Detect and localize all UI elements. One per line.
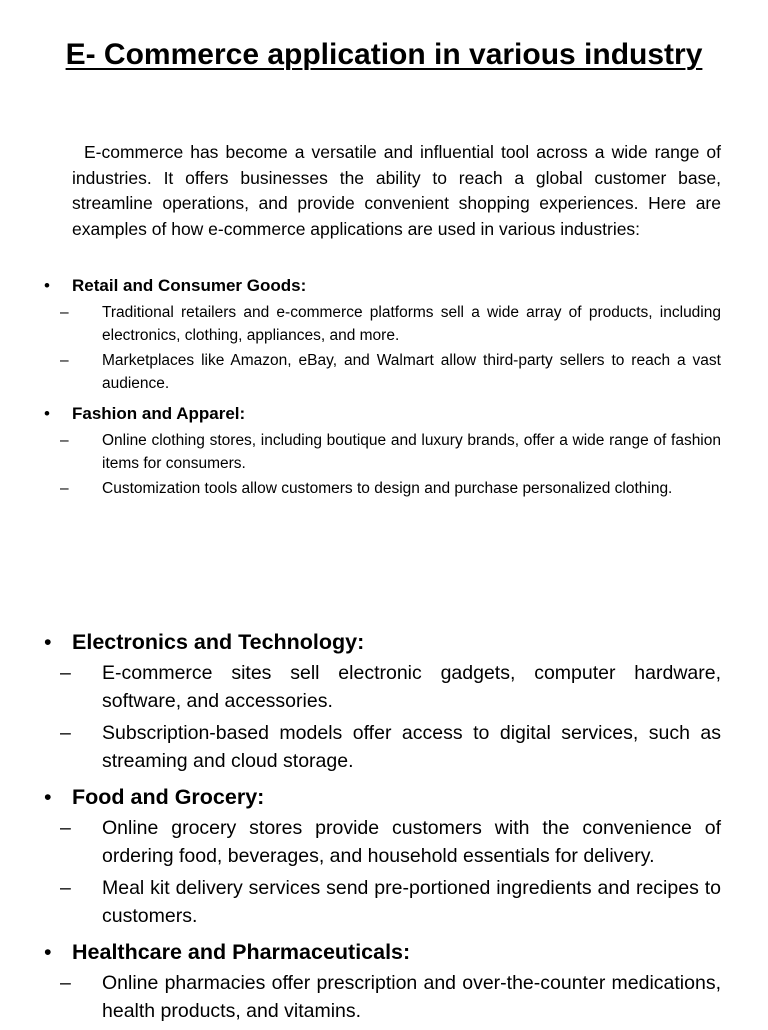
dash-icon: – (60, 432, 69, 449)
list-item-text: Online grocery stores provide customers with the convenience of ordering food, beverages, and household essentials for delivery. (102, 817, 721, 867)
bullet-icon: • (44, 630, 52, 654)
list-item (0, 350, 721, 395)
dash-icon: – (60, 722, 71, 744)
list-item-text: Customization tools allow customers to design and purchase personalized clothing. (102, 480, 673, 497)
list-item (0, 660, 721, 715)
bullet-icon: • (44, 940, 52, 964)
section-list-small (0, 275, 768, 504)
category-heading-electronics (0, 627, 768, 657)
category-heading-food (0, 782, 768, 812)
list-item (0, 875, 721, 930)
list-item (0, 478, 721, 501)
list-item-text: Online pharmacies offer prescription and over-the-counter medications, health products, and vitamins. (102, 972, 721, 1022)
bullet-icon: • (44, 785, 52, 809)
dash-icon: – (60, 662, 71, 684)
section-list-large (0, 627, 768, 1030)
dash-icon: – (60, 304, 69, 321)
bullet-icon: • (44, 276, 50, 295)
list-item-text: E-commerce sites sell electronic gadgets, computer hardware, software, and accessories. (102, 662, 721, 712)
intro-paragraph: E-commerce has become a versatile and influential tool across a wide range of industries. It offers businesses the ability to reach a global customer base, streamline operations, and provide convenient shopping experiences. Here are examples of how e-commerce applications are used in various industries: (72, 142, 721, 239)
list-item-text: Meal kit delivery services send pre-portioned ingredients and recipes to customers. (102, 877, 721, 927)
list-item-text: Online clothing stores, including boutique and luxury brands, offer a wide range of fashion items for consumers. (102, 432, 721, 472)
category-heading-retail (0, 275, 768, 297)
dash-icon: – (60, 877, 71, 899)
list-item (0, 430, 721, 475)
document-title: E- Commerce application in various industry (65, 38, 703, 71)
category-heading-label: Electronics and Technology: (72, 630, 365, 654)
list-item (0, 302, 721, 347)
list-item (0, 815, 721, 870)
category-heading-fashion (0, 403, 768, 425)
bullet-icon: • (44, 404, 50, 423)
category-heading-label: Food and Grocery: (72, 785, 265, 809)
category-heading-label: Healthcare and Pharmaceuticals: (72, 940, 411, 964)
category-heading-label: Retail and Consumer Goods: (72, 276, 307, 295)
dash-icon: – (60, 352, 69, 369)
dash-icon: – (60, 817, 71, 839)
category-heading-healthcare (0, 937, 768, 967)
category-heading-label: Fashion and Apparel: (72, 404, 246, 423)
list-item-text: Traditional retailers and e-commerce platforms sell a wide array of products, including electronics, clothing, appliances, and more. (102, 304, 721, 344)
list-item (0, 970, 721, 1025)
dash-icon: – (60, 972, 71, 994)
list-item-text: Marketplaces like Amazon, eBay, and Walmart allow third-party sellers to reach a vast audience. (102, 352, 721, 392)
dash-icon: – (60, 480, 69, 497)
list-item-text: Subscription-based models offer access to digital services, such as streaming and cloud storage. (102, 722, 721, 772)
list-item (0, 720, 721, 775)
